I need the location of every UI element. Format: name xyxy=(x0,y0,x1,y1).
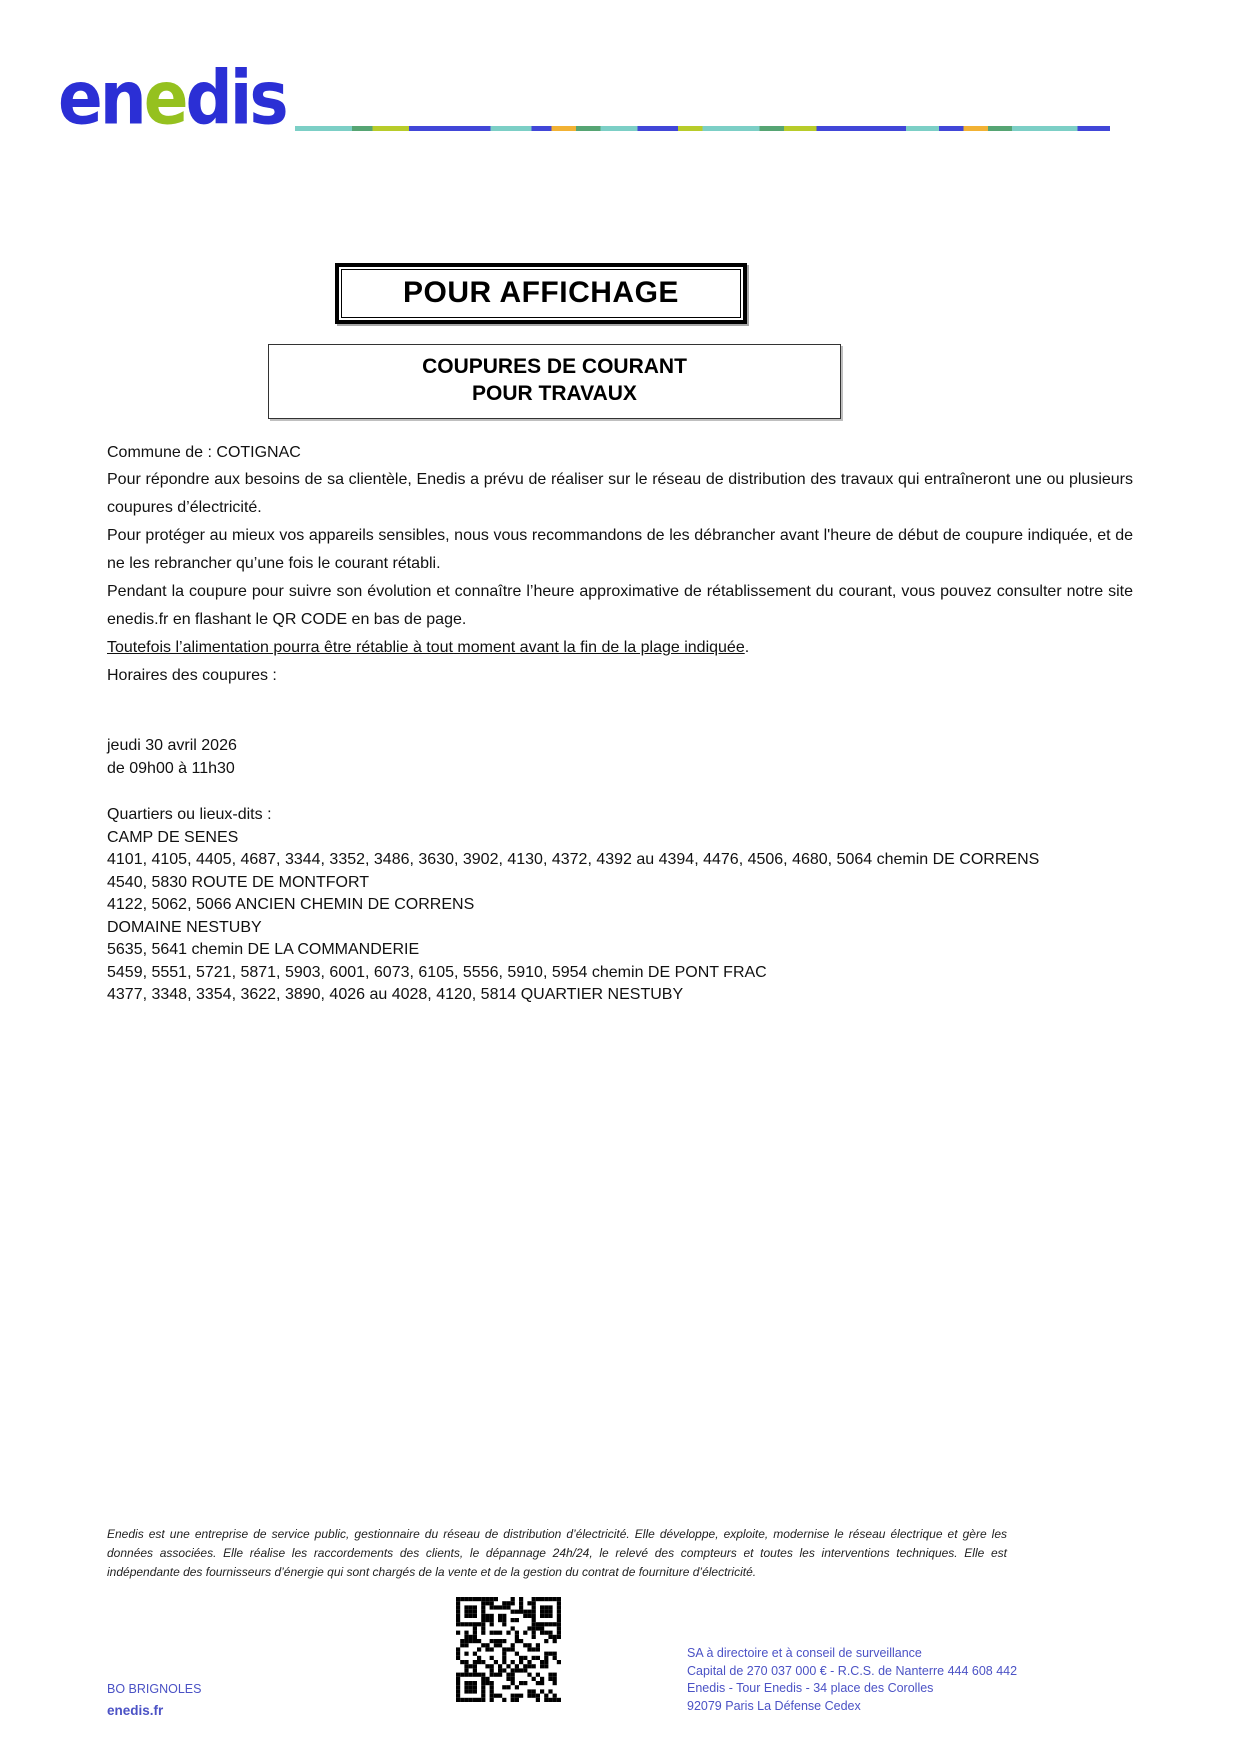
location-line: DOMAINE NESTUBY xyxy=(107,918,262,936)
legal-line: Capital de 270 037 000 € - R.C.S. de Nanterre 444 608 442 xyxy=(687,1663,1018,1678)
brand-color-divider xyxy=(295,126,1110,131)
enedis-about-text: Enedis est une entreprise de service public, gestionnaire du réseau de distribution d’électricité. Elle développe, exploite, modernise le réseau électrique et gère les données associées. Elle réalise les raccordements des clients, le dépannage 24h/24, le relevé des compteurs et toutes les interventions techniques. Elle est indépendante des fournisseurs d’énergie qui sont chargés de la vente et de la gestion du contrat de fourniture d’électricité. xyxy=(107,1527,1007,1579)
logo-text-en: en xyxy=(58,55,144,142)
enedis-logo xyxy=(58,55,286,142)
legal-line: Enedis - Tour Enedis - 34 place des Corolles xyxy=(687,1681,934,1695)
schedule-time: de 09h00 à 11h30 xyxy=(107,760,235,777)
schedule-block xyxy=(107,734,1133,780)
coupures-title-line2: POUR TRAVAUX xyxy=(472,381,637,405)
restore-notice-period: . xyxy=(744,639,750,656)
paragraph-restore-notice xyxy=(107,634,1133,662)
commune-line: Commune de : COTIGNAC xyxy=(107,444,301,461)
paragraph-intro: Pour répondre aux besoins de sa clientèle, Enedis a prévu de réaliser sur le réseau de distribution des travaux qui entraîneront une ou plusieurs coupures d’électricité. xyxy=(107,471,1133,516)
schedule-date: jeudi 30 avril 2026 xyxy=(107,737,237,754)
legal-block xyxy=(687,1645,1017,1715)
legal-line: 92079 Paris La Défense Cedex xyxy=(687,1698,861,1713)
paragraph-protection-advice: Pour protéger au mieux vos appareils sensibles, nous vous recommandons de les débrancher avant l'heure de début de coupure indiquée, et de ne les rebrancher qu’une fois le courant rétabli. xyxy=(107,527,1133,572)
pour-affichage-text: POUR AFFICHAGE xyxy=(403,276,679,309)
location-line: 4122, 5062, 5066 ANCIEN CHEMIN DE CORRENS xyxy=(107,896,475,913)
office-name: BO BRIGNOLES xyxy=(107,1682,202,1696)
logo-text-green-e: e xyxy=(143,55,186,142)
horaires-label: Horaires des coupures : xyxy=(107,667,277,684)
location-line: CAMP DE SENES xyxy=(107,828,239,846)
locations-list xyxy=(107,827,1133,1007)
quartiers-label: Quartiers ou lieux-dits : xyxy=(107,806,272,823)
location-line: 5635, 5641 chemin DE LA COMMANDERIE xyxy=(107,941,420,958)
pour-affichage-inner-frame xyxy=(341,269,741,318)
qr-code xyxy=(456,1597,561,1702)
office-block xyxy=(107,1679,201,1721)
pour-affichage-banner xyxy=(335,263,747,324)
restore-notice-underlined: Toutefois l’alimentation pourra être rétablie à tout moment avant la fin de la plage indiquée xyxy=(107,639,745,656)
location-line: 4377, 3348, 3354, 3622, 3890, 4026 au 4028, 4120, 5814 QUARTIER NESTUBY xyxy=(107,986,684,1003)
quartiers-block xyxy=(107,804,1133,1007)
document-body xyxy=(107,440,1133,1007)
location-line: 4101, 4105, 4405, 4687, 3344, 3352, 3486, 3630, 3902, 4130, 4372, 4392 au 4394, 4476, 4506, 4680, 5064 chemin DE CORRENS xyxy=(107,851,1040,868)
logo-text-dis: dis xyxy=(185,55,286,142)
location-line: 4540, 5830 ROUTE DE MONTFORT xyxy=(107,873,369,891)
coupures-title-box xyxy=(268,344,841,419)
paragraph-qr-info: Pendant la coupure pour suivre son évolution et connaître l’heure approximative de rétablissement du courant, vous pouvez consulter notre site enedis.fr en flashant le QR CODE en bas de page. xyxy=(107,583,1133,628)
enedis-site-text: enedis.fr xyxy=(107,1703,164,1718)
legal-line: SA à directoire et à conseil de surveillance xyxy=(687,1646,922,1660)
coupures-title-line1: COUPURES DE COURANT xyxy=(422,355,687,378)
location-line: 5459, 5551, 5721, 5871, 5903, 6001, 6073, 6105, 5556, 5910, 5954 chemin DE PONT FRAC xyxy=(107,963,767,981)
